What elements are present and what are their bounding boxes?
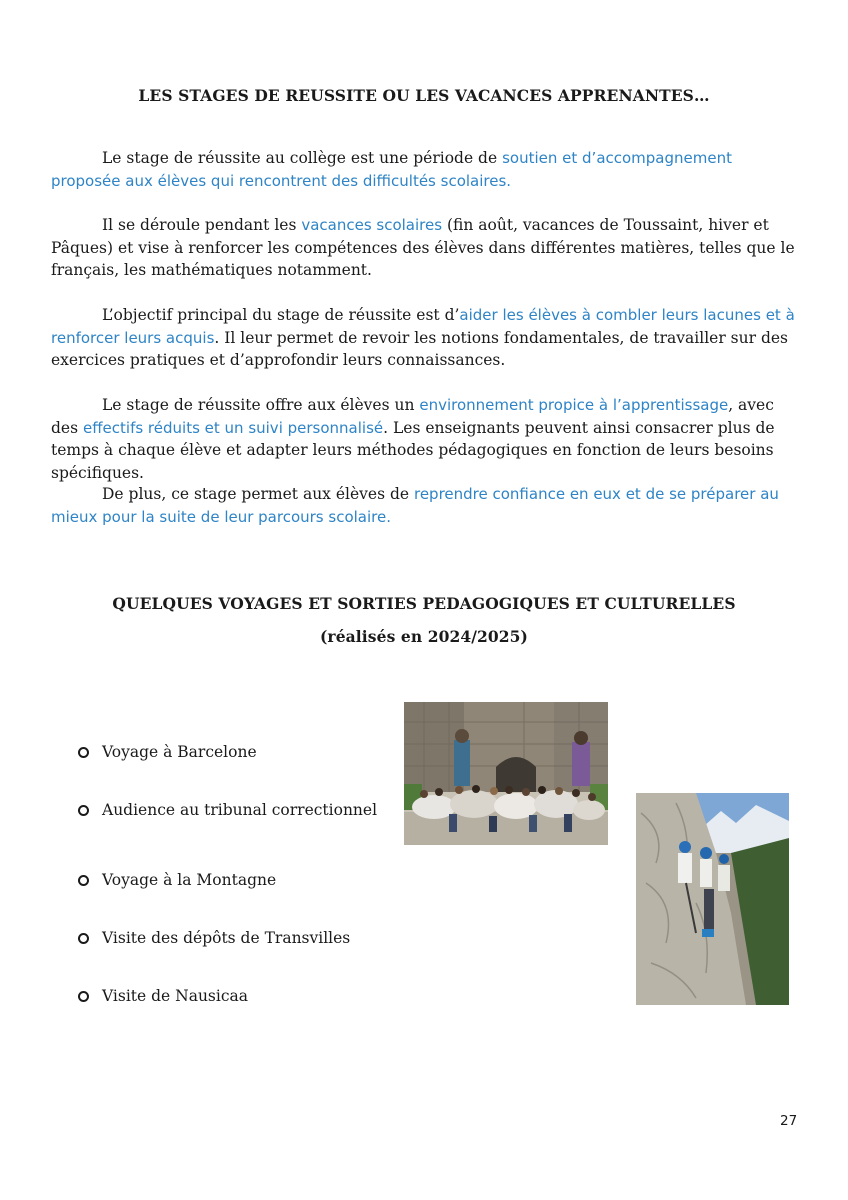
circle-bullet-icon: [78, 875, 89, 886]
para5-text: De plus, ce stage permet aux élèves de: [102, 485, 414, 503]
mountain-climbing-image: [636, 793, 789, 1005]
paragraph-2: [51, 214, 796, 282]
para3-text-a: L’objectif principal du stage de réussite est d’: [102, 306, 460, 324]
para1-text: Le stage de réussite au collège est une période de: [102, 149, 503, 167]
list-item: [78, 743, 257, 761]
list-item: [78, 929, 350, 947]
list-item: [78, 987, 248, 1005]
circle-bullet-icon: [78, 933, 89, 944]
section-subtitle-year: (réalisés en 2024/2025): [320, 627, 528, 646]
para3-text-b: . Il leur permet de revoir les notions fondamentales, de travailler sur des exercices pratiques et d’approfondir leurs connaissances.: [51, 328, 789, 369]
paragraph-4: [51, 394, 796, 484]
para2-highlight: vacances scolaires: [301, 216, 443, 234]
para2-text-b: (fin août, vacances de Toussaint, hiver et Pâques) et vise à renforcer les compétences des élèves dans différentes matières, telles que le français, les mathématiques notamment.: [51, 216, 795, 279]
section-title-voyages: QUELQUES VOYAGES ET SORTIES PEDAGOGIQUES ET CULTURELLES: [112, 594, 736, 613]
para4-highlight-b: effectifs réduits et un suivi personnalisé: [82, 418, 384, 437]
paragraph-5: [51, 483, 796, 528]
para2-text-a: Il se déroule pendant les: [102, 216, 302, 234]
barcelona-group-photo: [404, 702, 608, 845]
para4-text-c: . Les enseignants peuvent ainsi consacrer plus de temps à chaque élève et adapter leurs méthodes pédagogiques en fonction de leurs besoins spécifiques.: [51, 418, 775, 482]
mountain-climbing-photo: [636, 793, 789, 1005]
para4-highlight-a: environnement propice à l’apprentissage: [419, 396, 729, 414]
page-number: 27: [780, 1113, 798, 1129]
paragraph-3: [51, 304, 796, 372]
para3-highlight: aider les élèves à combler leurs lacunes et à renforcer leurs acquis: [51, 306, 795, 347]
list-item: [78, 871, 276, 889]
list-item-label: Voyage à Barcelone: [102, 743, 257, 761]
para4-text-a: Le stage de réussite offre aux élèves un: [102, 396, 420, 414]
section-title-stages: LES STAGES DE REUSSITE OU LES VACANCES APPRENANTES…: [138, 86, 710, 105]
list-item-label: Visite de Nausicaa: [102, 987, 249, 1005]
paragraph-1: [51, 147, 796, 192]
para5-highlight: reprendre confiance en eux et de se préparer au mieux pour la suite de leur parcours scolaire.: [51, 485, 779, 526]
para4-text-b: , avec des: [51, 396, 774, 437]
list-item-label: Audience au tribunal correctionnel: [102, 801, 378, 819]
barcelona-group-image: [404, 702, 608, 845]
circle-bullet-icon: [78, 805, 89, 816]
list-item: [78, 801, 377, 819]
circle-bullet-icon: [78, 991, 89, 1002]
list-item-label: Voyage à la Montagne: [102, 871, 277, 889]
list-item-label: Visite des dépôts de Transvilles: [102, 929, 351, 947]
circle-bullet-icon: [78, 747, 89, 758]
para1-highlight: soutien et d’accompagnement proposée aux élèves qui rencontrent des difficultés scolaires.: [51, 149, 732, 190]
